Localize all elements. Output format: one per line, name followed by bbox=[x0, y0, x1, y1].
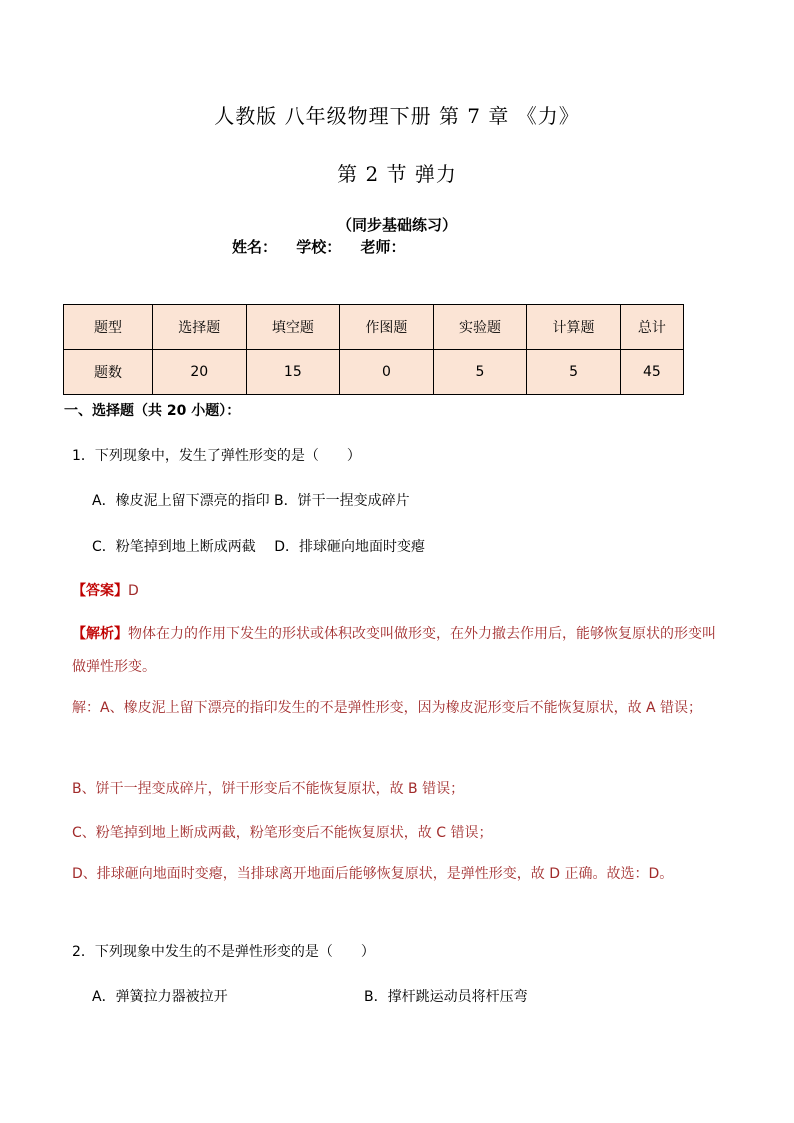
name-label: 姓名： bbox=[232, 238, 278, 256]
answer-tag: 【答案】 bbox=[72, 583, 128, 599]
question-1-solution-d: D、排球砸向地面时变瘪，当排球离开地面后能够恢复原状，是弹性形变，故 D 正确。故选：D。 bbox=[72, 866, 674, 882]
table-header-row bbox=[64, 305, 684, 350]
table-cell: 选择题 bbox=[153, 305, 247, 350]
question-1-stem: 1．下列现象中，发生了弹性形变的是（ ） bbox=[72, 448, 361, 464]
question-1-solution-c: C、粉笔掉到地上断成两截，粉笔形变后不能恢复原状，故 C 错误； bbox=[72, 825, 493, 841]
table-cell: 总计 bbox=[620, 305, 683, 350]
document-title: 人教版 八年级物理下册 第 7 章 《力》 bbox=[214, 104, 580, 128]
question-2-stem: 2．下列现象中发生的不是弹性形变的是（ ） bbox=[72, 944, 375, 960]
question-count-table bbox=[63, 304, 684, 395]
table-cell: 45 bbox=[620, 350, 683, 395]
answer-value: D bbox=[128, 583, 139, 599]
table-cell: 5 bbox=[527, 350, 621, 395]
document-subtitle: （同步基础练习） bbox=[336, 216, 457, 234]
teacher-label: 老师： bbox=[360, 238, 406, 256]
question-2-option-a: A．弹簧拉力器被拉开 bbox=[92, 989, 228, 1005]
table-cell: 0 bbox=[340, 350, 434, 395]
question-1-options-cd: C．粉笔掉到地上断成两截 D．排球砸向地面时变瘪 bbox=[92, 539, 426, 555]
student-info-line bbox=[232, 236, 406, 257]
school-label: 学校： bbox=[296, 238, 342, 256]
question-1-answer bbox=[72, 580, 139, 600]
question-2-option-b: B．撑杆跳运动员将杆压弯 bbox=[364, 989, 528, 1005]
question-1-solution-a: 解：A、橡皮泥上留下漂亮的指印发生的不是弹性形变，因为橡皮泥形变后不能恢复原状，故 A 错误； bbox=[72, 700, 703, 716]
table-cell: 填空题 bbox=[246, 305, 340, 350]
section-heading: 一、选择题（共 20 小题）： bbox=[64, 403, 241, 419]
table-cell: 作图题 bbox=[340, 305, 434, 350]
table-cell: 实验题 bbox=[433, 305, 527, 350]
table-cell: 15 bbox=[246, 350, 340, 395]
table-cell: 20 bbox=[153, 350, 247, 395]
analysis-tag: 【解析】 bbox=[72, 626, 128, 642]
table-cell: 题数 bbox=[64, 350, 153, 395]
analysis-text: 物体在力的作用下发生的形状或体积改变叫做形变，在外力撤去作用后，能够恢复原状的形变叫做弹性形变。 bbox=[72, 626, 716, 675]
section-title: 第 2 节 弹力 bbox=[337, 162, 457, 186]
table-cell: 计算题 bbox=[527, 305, 621, 350]
table-cell: 题型 bbox=[64, 305, 153, 350]
question-1-analysis bbox=[72, 618, 722, 684]
question-1-options-ab: A．橡皮泥上留下漂亮的指印 B．饼干一捏变成碎片 bbox=[92, 493, 410, 509]
table-count-row bbox=[64, 350, 684, 395]
table-cell: 5 bbox=[433, 350, 527, 395]
question-1-solution-b: B、饼干一捏变成碎片，饼干形变后不能恢复原状，故 B 错误； bbox=[72, 781, 465, 797]
